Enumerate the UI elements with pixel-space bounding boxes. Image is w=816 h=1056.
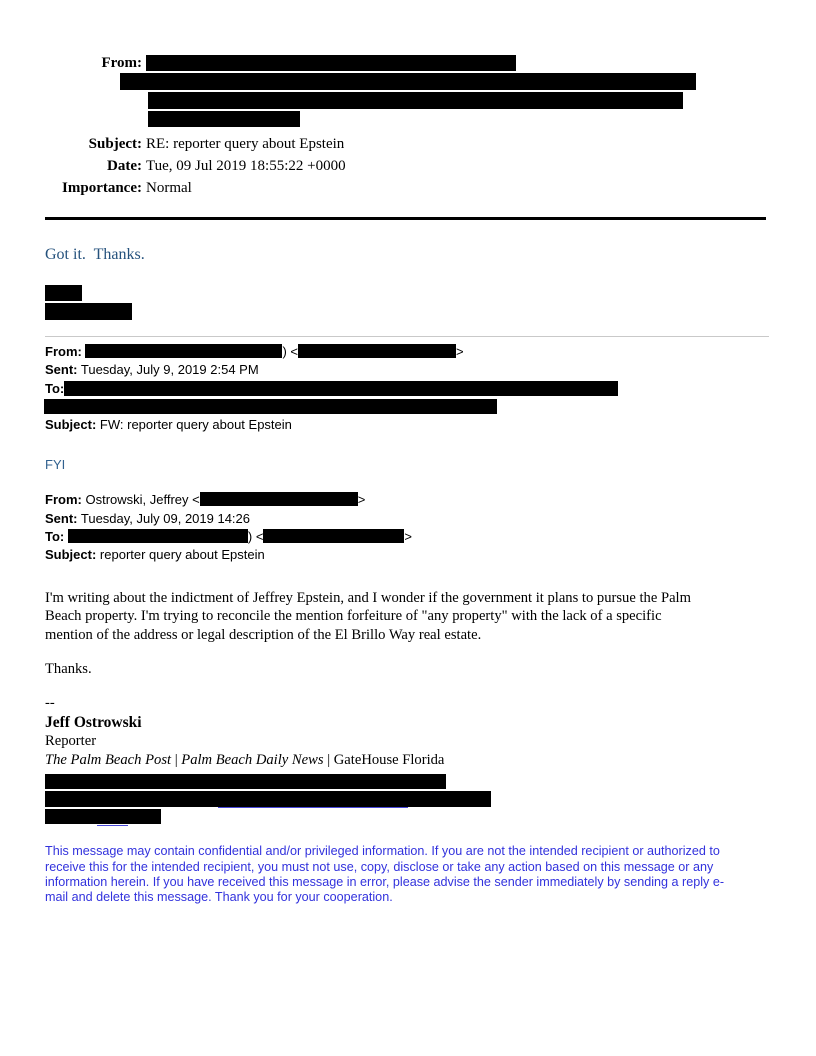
hyperlink-underline-hint	[97, 825, 128, 826]
redaction-bar	[120, 73, 696, 90]
header-date-row	[45, 157, 767, 175]
body-line: I'm writing about the indictment of Jeffrey Epstein, and I wonder if the government it plans to pursue the Palm	[45, 589, 691, 606]
confidentiality-disclaimer	[45, 844, 767, 905]
importance-label: Importance:	[62, 180, 142, 196]
orig-to-close-angle: >	[404, 529, 413, 545]
body-line: Beach property. I'm trying to reconcile the mention forfeiture of "any property" with the lack of a specific	[45, 608, 662, 625]
signature-contact-redacted	[45, 774, 767, 824]
org-separator: |	[323, 752, 334, 769]
redaction-bar	[263, 529, 404, 543]
redaction-bar	[85, 344, 282, 358]
orig-subject-line	[45, 546, 767, 564]
header-subject-row	[45, 135, 767, 153]
redaction-bar	[298, 344, 456, 358]
original-email-header	[45, 491, 767, 564]
redaction-bar	[64, 381, 618, 396]
page-content	[45, 54, 767, 905]
orig-to-line	[45, 528, 767, 546]
body-line: mention of the address or legal description of the El Brillo Way real estate.	[45, 626, 482, 643]
thread-divider	[45, 336, 769, 337]
redaction-bar	[45, 774, 446, 789]
fwd-subject-line	[45, 416, 767, 434]
fwd-to-label: To:	[45, 380, 65, 396]
orig-sent-line	[45, 510, 767, 528]
redaction-bar	[146, 55, 516, 71]
disclaimer-line: receive this for the intended recipient, you must not use, copy, disclose or take any action based on this message or any	[45, 859, 714, 874]
org-company: GateHouse Florida	[333, 752, 445, 769]
forwarded-email-header	[45, 343, 767, 434]
redaction-bar	[148, 111, 300, 127]
reply-message-text: Got it. Thanks.	[45, 246, 145, 263]
fwd-from-close: >	[456, 344, 464, 359]
redaction-bar	[45, 791, 491, 807]
org-separator: |	[171, 752, 182, 769]
header-from-row	[45, 54, 767, 72]
redaction-bar	[200, 492, 358, 506]
header-importance-row	[45, 179, 767, 197]
signature-name: Jeff Ostrowski	[45, 714, 142, 732]
org-publication-2: Palm Beach Daily News	[181, 752, 324, 769]
signature-organization	[45, 751, 767, 770]
orig-sent-value: Tuesday, July 09, 2019 14:26	[80, 510, 251, 526]
org-publication-1: The Palm Beach Post	[45, 752, 172, 769]
thanks-line: Thanks.	[45, 661, 92, 678]
fwd-sent-label: Sent:	[45, 362, 78, 378]
signature-title: Reporter	[45, 733, 97, 750]
fwd-sent-line	[45, 361, 767, 379]
orig-from-close-angle: >	[357, 492, 366, 508]
top-email-header	[45, 54, 767, 197]
fwd-to-line	[45, 380, 767, 398]
fwd-to-line-2	[45, 398, 767, 416]
fyi-note: FYI	[45, 457, 66, 473]
orig-subject-value: reporter query about Epstein	[99, 547, 265, 563]
subject-value: RE: reporter query about Epstein	[146, 136, 345, 152]
disclaimer-line: information herein. If you have received this message in error, please advise the sender immediately by sending a reply e-	[45, 874, 725, 889]
orig-from-open-angle: <	[192, 492, 200, 508]
orig-from-value: Ostrowski, Jeffrey	[85, 492, 189, 508]
fwd-subject-label: Subject:	[45, 417, 97, 433]
orig-to-label: To:	[45, 529, 65, 545]
orig-sent-label: Sent:	[45, 510, 78, 526]
redaction-bar	[45, 809, 161, 824]
disclaimer-line: mail and delete this message. Thank you for your cooperation.	[45, 890, 393, 905]
redaction-bar	[148, 92, 683, 109]
fwd-sent-value: Tuesday, July 9, 2019 2:54 PM	[80, 362, 259, 378]
subject-label: Subject:	[88, 136, 142, 152]
signature-delimiter: --	[45, 695, 55, 712]
header-to-row-redacted-1	[45, 73, 767, 91]
header-to-row-redacted-2	[45, 92, 767, 110]
redaction-bar	[45, 285, 82, 301]
orig-from-line	[45, 491, 767, 509]
disclaimer-line: This message may contain confidential and/or privileged information. If you are not the intended recipient or authorized to	[45, 844, 720, 859]
from-label: From:	[101, 55, 142, 71]
importance-value: Normal	[146, 180, 192, 196]
redaction-bar	[45, 303, 132, 320]
message-body	[45, 589, 767, 645]
fwd-subject-value: FW: reporter query about Epstein	[99, 417, 292, 433]
fwd-from-separator: ) <	[282, 344, 299, 359]
date-label: Date:	[107, 158, 142, 174]
date-value: Tue, 09 Jul 2019 18:55:22 +0000	[146, 158, 346, 174]
orig-subject-label: Subject:	[45, 547, 97, 563]
redaction-bar	[44, 399, 497, 414]
header-to-row-redacted-3	[45, 111, 767, 129]
orig-from-label: From:	[45, 492, 82, 508]
redaction-bar	[68, 529, 248, 543]
orig-to-separator: ) <	[247, 529, 264, 545]
fwd-from-label: From:	[45, 344, 82, 359]
hyperlink-underline-hint	[218, 807, 408, 808]
header-divider-rule	[45, 217, 766, 220]
reply-signature-redacted	[45, 285, 767, 320]
fwd-from-line	[45, 343, 767, 361]
